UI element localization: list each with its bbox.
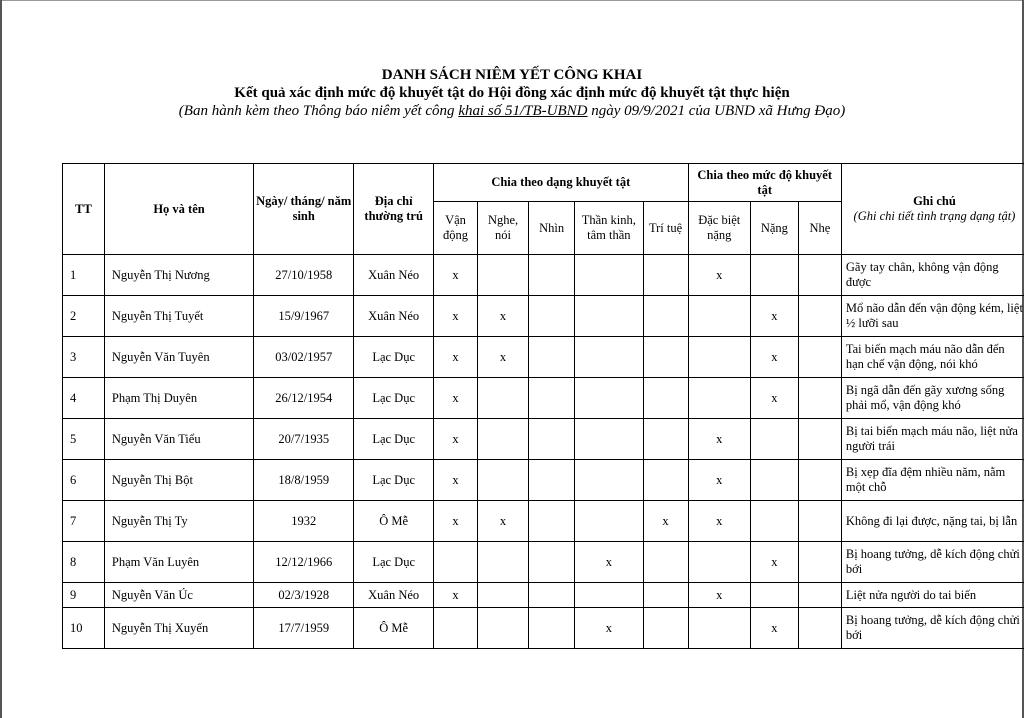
cell-dac-biet-nang: x <box>688 255 750 296</box>
cell-tt: 2 <box>63 296 105 337</box>
table-row <box>63 542 1024 583</box>
page-top-edge <box>0 0 1024 1</box>
cell-nhe <box>798 378 841 419</box>
cell-nang <box>750 583 798 608</box>
cell-dac-biet-nang <box>688 337 750 378</box>
col-header-than-kinh: Thần kinh, tâm thần <box>575 202 643 255</box>
document-title: DANH SÁCH NIÊM YẾT CÔNG KHAI <box>381 67 643 83</box>
cell-van-dong: x <box>434 583 478 608</box>
cell-than-kinh <box>575 583 643 608</box>
document-subtitle: Kết quả xác định mức độ khuyết tật do Hội đồng xác định mức độ khuyết tật thực hiện <box>234 85 790 101</box>
cell-nang: x <box>750 337 798 378</box>
cell-than-kinh <box>575 378 643 419</box>
cell-tri-tue <box>643 337 688 378</box>
cell-dob: 02/3/1928 <box>254 583 354 608</box>
decree-text-c: ngày 09/9/2021 của UBND xã Hưng Đạo) <box>591 103 846 119</box>
cell-tt: 1 <box>63 255 105 296</box>
cell-than-kinh <box>575 296 643 337</box>
cell-nghe-noi <box>477 255 528 296</box>
group-header-level: Chia theo mức độ khuyết tật <box>688 164 841 202</box>
disability-table <box>62 163 1024 649</box>
cell-nang <box>750 255 798 296</box>
cell-note: Bị hoang tưởng, dễ kích động chửi bới <box>841 542 1024 583</box>
cell-dac-biet-nang: x <box>688 583 750 608</box>
cell-dac-biet-nang <box>688 608 750 649</box>
cell-van-dong: x <box>434 378 478 419</box>
note-header-title: Ghi chú <box>913 194 956 208</box>
cell-nghe-noi <box>477 378 528 419</box>
cell-address: Lạc Dục <box>354 378 434 419</box>
cell-nhe <box>798 255 841 296</box>
cell-than-kinh: x <box>575 542 643 583</box>
cell-dac-biet-nang <box>688 378 750 419</box>
cell-van-dong: x <box>434 460 478 501</box>
cell-dob: 20/7/1935 <box>254 419 354 460</box>
cell-tt: 6 <box>63 460 105 501</box>
table-row <box>63 255 1024 296</box>
cell-dob: 1932 <box>254 501 354 542</box>
cell-name: Nguyễn Thị Tuyết <box>104 296 253 337</box>
cell-dob: 17/7/1959 <box>254 608 354 649</box>
cell-address: Lạc Dục <box>354 337 434 378</box>
cell-note: Bị hoang tưởng, dễ kích động chửi bới <box>841 608 1024 649</box>
cell-nhe <box>798 460 841 501</box>
cell-address: Xuân Néo <box>354 583 434 608</box>
cell-note: Bị xẹp đĩa đệm nhiều năm, nằm một chỗ <box>841 460 1024 501</box>
col-header-van-dong: Vận động <box>434 202 478 255</box>
cell-nhin <box>529 419 575 460</box>
col-header-nhin: Nhìn <box>529 202 575 255</box>
cell-name: Phạm Thị Duyên <box>104 378 253 419</box>
cell-dac-biet-nang <box>688 542 750 583</box>
cell-note: Gãy tay chân, không vận động được <box>841 255 1024 296</box>
cell-tt: 3 <box>63 337 105 378</box>
col-header-dac-biet-nang: Đặc biệt nặng <box>688 202 750 255</box>
cell-than-kinh <box>575 337 643 378</box>
cell-name: Nguyễn Thị Nương <box>104 255 253 296</box>
cell-van-dong <box>434 542 478 583</box>
cell-address: Ô Mễ <box>354 501 434 542</box>
cell-tri-tue: x <box>643 501 688 542</box>
cell-van-dong: x <box>434 296 478 337</box>
cell-nhe <box>798 337 841 378</box>
cell-dob: 15/9/1967 <box>254 296 354 337</box>
cell-name: Nguyễn Văn Tuyên <box>104 337 253 378</box>
cell-nang <box>750 501 798 542</box>
cell-than-kinh <box>575 255 643 296</box>
cell-nghe-noi <box>477 608 528 649</box>
table-row <box>63 296 1024 337</box>
cell-name: Phạm Văn Luyên <box>104 542 253 583</box>
cell-tri-tue <box>643 542 688 583</box>
cell-nhin <box>529 255 575 296</box>
cell-note: Liệt nửa người do tai biến <box>841 583 1024 608</box>
group-header-type: Chia theo dạng khuyết tật <box>434 164 689 202</box>
cell-nhe <box>798 501 841 542</box>
cell-tt: 5 <box>63 419 105 460</box>
cell-name: Nguyễn Thị Xuyến <box>104 608 253 649</box>
cell-nghe-noi <box>477 542 528 583</box>
cell-tri-tue <box>643 296 688 337</box>
decree-text-a: (Ban hành kèm theo Thông báo niêm yết công <box>178 103 455 119</box>
document-decree-line <box>0 102 1024 121</box>
cell-van-dong <box>434 608 478 649</box>
cell-than-kinh <box>575 419 643 460</box>
cell-nhe <box>798 419 841 460</box>
cell-nhin <box>529 296 575 337</box>
cell-address: Xuân Néo <box>354 255 434 296</box>
cell-tt: 4 <box>63 378 105 419</box>
cell-address: Lạc Dục <box>354 460 434 501</box>
cell-tt: 7 <box>63 501 105 542</box>
cell-dac-biet-nang: x <box>688 501 750 542</box>
cell-tri-tue <box>643 255 688 296</box>
table-row <box>63 337 1024 378</box>
cell-note: Mổ não dẫn đến vận động kém, liệt ½ lưỡi sau <box>841 296 1024 337</box>
cell-dac-biet-nang: x <box>688 460 750 501</box>
cell-nghe-noi <box>477 460 528 501</box>
col-header-name: Họ và tên <box>104 164 253 255</box>
decree-number: khai số 51/TB-UBND <box>458 103 588 119</box>
cell-address: Xuân Néo <box>354 296 434 337</box>
cell-nang: x <box>750 378 798 419</box>
cell-nghe-noi: x <box>477 501 528 542</box>
cell-nghe-noi <box>477 583 528 608</box>
table-row <box>63 378 1024 419</box>
cell-dac-biet-nang <box>688 296 750 337</box>
cell-nhin <box>529 460 575 501</box>
cell-nghe-noi <box>477 419 528 460</box>
cell-tri-tue <box>643 378 688 419</box>
cell-nghe-noi: x <box>477 296 528 337</box>
cell-nhin <box>529 501 575 542</box>
cell-nhin <box>529 542 575 583</box>
cell-dob: 26/12/1954 <box>254 378 354 419</box>
cell-tt: 8 <box>63 542 105 583</box>
cell-nang: x <box>750 296 798 337</box>
cell-nhin <box>529 337 575 378</box>
table-row <box>63 501 1024 542</box>
cell-note: Tai biến mạch máu não dẫn đến hạn chế vận động, nói khó <box>841 337 1024 378</box>
cell-than-kinh: x <box>575 608 643 649</box>
cell-dob: 27/10/1958 <box>254 255 354 296</box>
cell-nhe <box>798 542 841 583</box>
table-row <box>63 608 1024 649</box>
cell-tt: 10 <box>63 608 105 649</box>
cell-nghe-noi: x <box>477 337 528 378</box>
cell-address: Ô Mễ <box>354 608 434 649</box>
cell-dac-biet-nang: x <box>688 419 750 460</box>
document-header <box>0 66 1024 121</box>
cell-nhin <box>529 608 575 649</box>
cell-dob: 18/8/1959 <box>254 460 354 501</box>
cell-van-dong: x <box>434 255 478 296</box>
cell-van-dong: x <box>434 337 478 378</box>
cell-name: Nguyễn Văn Úc <box>104 583 253 608</box>
cell-name: Nguyễn Thị Bột <box>104 460 253 501</box>
cell-nhin <box>529 583 575 608</box>
note-header-sub: (Ghi chi tiết tình trạng dạng tật) <box>853 209 1016 223</box>
col-header-nghe-noi: Nghe, nói <box>477 202 528 255</box>
col-header-nang: Nặng <box>750 202 798 255</box>
cell-dob: 12/12/1966 <box>254 542 354 583</box>
col-header-dob: Ngày/ tháng/ năm sinh <box>254 164 354 255</box>
cell-tt: 9 <box>63 583 105 608</box>
cell-nhe <box>798 608 841 649</box>
cell-nang <box>750 419 798 460</box>
table-row <box>63 419 1024 460</box>
cell-tri-tue <box>643 460 688 501</box>
cell-address: Lạc Dục <box>354 419 434 460</box>
table-row <box>63 583 1024 608</box>
col-header-tt: TT <box>63 164 105 255</box>
cell-nang <box>750 460 798 501</box>
table-row <box>63 460 1024 501</box>
cell-tri-tue <box>643 608 688 649</box>
col-header-tri-tue: Trí tuệ <box>643 202 688 255</box>
cell-tri-tue <box>643 419 688 460</box>
cell-nhe <box>798 583 841 608</box>
cell-nhe <box>798 296 841 337</box>
cell-name: Nguyễn Văn Tiểu <box>104 419 253 460</box>
cell-than-kinh <box>575 460 643 501</box>
cell-nang: x <box>750 608 798 649</box>
col-header-address: Địa chỉ thường trú <box>354 164 434 255</box>
col-header-note <box>841 164 1024 255</box>
cell-name: Nguyễn Thị Ty <box>104 501 253 542</box>
cell-dob: 03/02/1957 <box>254 337 354 378</box>
cell-nhin <box>529 378 575 419</box>
cell-van-dong: x <box>434 501 478 542</box>
cell-van-dong: x <box>434 419 478 460</box>
cell-address: Lạc Dục <box>354 542 434 583</box>
cell-note: Không đi lại được, nặng tai, bị lẫn <box>841 501 1024 542</box>
cell-note: Bị ngã dẫn đến gãy xương sống phải mổ, vận động khó <box>841 378 1024 419</box>
col-header-nhe: Nhẹ <box>798 202 841 255</box>
table-header-row <box>63 164 1024 202</box>
cell-note: Bị tai biến mạch máu não, liệt nửa người trái <box>841 419 1024 460</box>
cell-than-kinh <box>575 501 643 542</box>
cell-tri-tue <box>643 583 688 608</box>
cell-nang: x <box>750 542 798 583</box>
